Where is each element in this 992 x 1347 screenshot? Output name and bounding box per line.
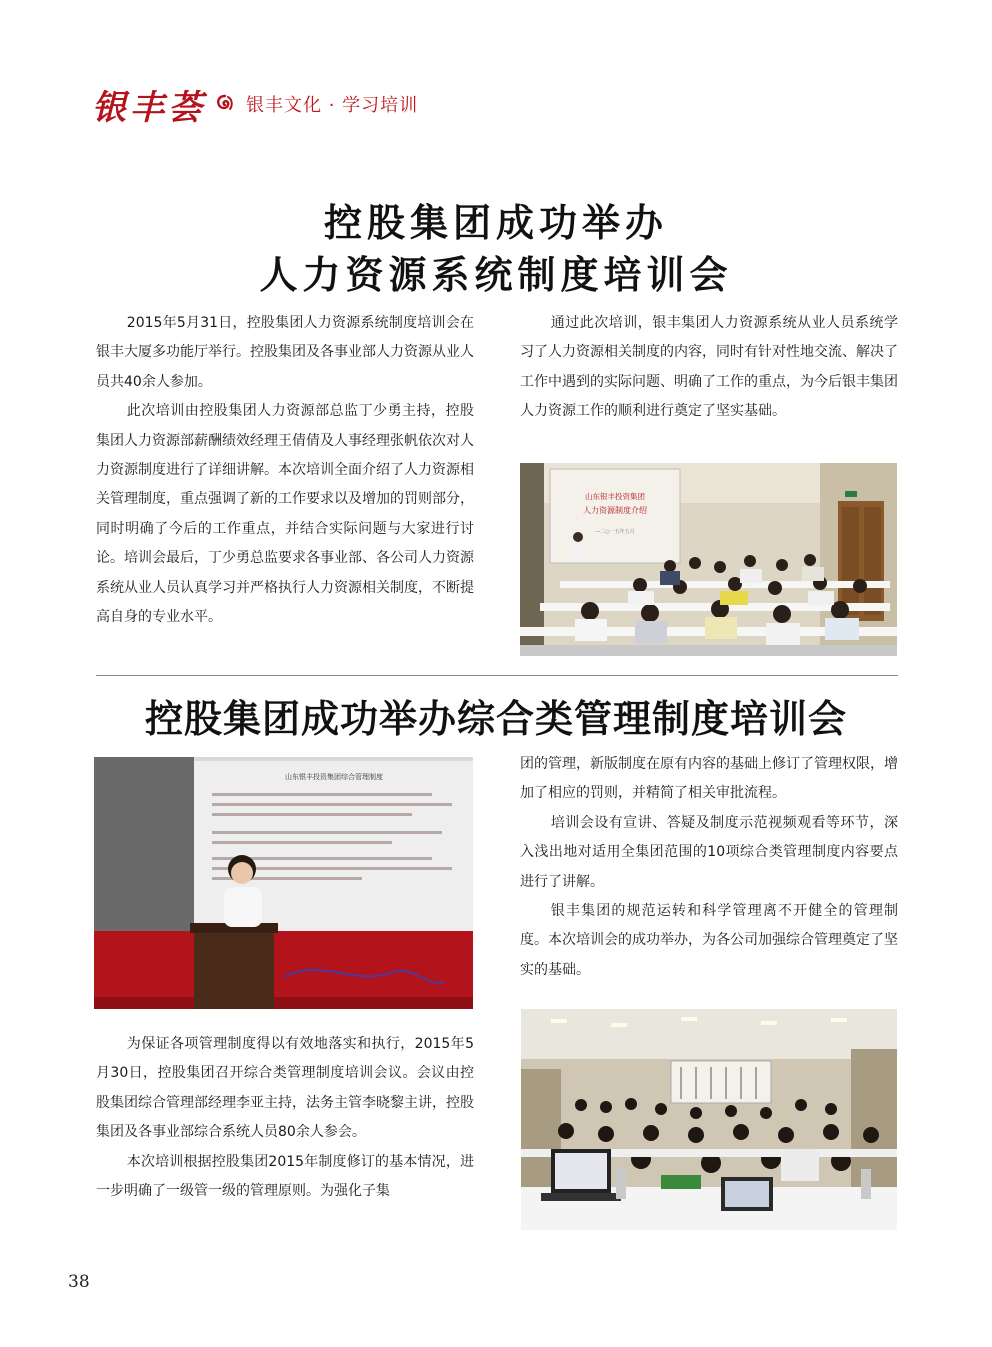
slide-title: 山东银丰投资集团综合管理制度: [285, 773, 383, 781]
hr-training-photo: [520, 463, 897, 656]
paragraph: 银丰集团的规范运转和科学管理离不开健全的管理制度。本次培训会的成功举办，为各公司加强综合管理奠定了坚实的基础。: [520, 903, 898, 978]
article1-left-column: [96, 309, 474, 632]
paragraph: 通过此次培训，银丰集团人力资源系统从业人员系统学习了人力资源相关制度的内容，同时有针对性地交流、解决了工作中遇到的实际问题、明确了工作的重点，为今后银丰集团人力资源工作的顺利进行奠定了坚实基础。: [520, 315, 898, 420]
conference-room-photo: [521, 1009, 897, 1230]
slide-line2: 人力资源制度介绍: [583, 506, 647, 515]
section-label: 银丰文化 · 学习培训: [246, 95, 419, 116]
article2-title: 控股集团成功举办综合类管理制度培训会: [144, 696, 847, 741]
page-header: [92, 84, 419, 128]
article1-title-line2: 人力资源系统制度培训会: [259, 252, 733, 297]
article2-left-column: [96, 1030, 474, 1206]
paragraph: 团的管理，新版制度在原有内容的基础上修订了管理权限，增加了相应的罚则，并精简了相关审批流程。: [520, 756, 898, 802]
magazine-logo: 银丰荟: [92, 87, 206, 128]
speaker-photo: [94, 757, 473, 1009]
paragraph: 培训会设有宣讲、答疑及制度示范视频观看等环节，深入浅出地对适用全集团范围的10项综合类管理制度内容要点进行了讲解。: [520, 814, 898, 890]
paragraph: 此次培训由控股集团人力资源部总监丁少勇主持，控股集团人力资源部薪酬绩效经理王倩倩及人事经理张帆依次对人力资源制度进行了详细讲解。本次培训全面介绍了人力资源相关管理制度，重点强调了新的工作要求以及增加的罚则部分，同时明确了今后的工作重点，并结合实际问题与大家进行讨论。培训会最后，丁少勇总监要求各事业部、各公司人力资源系统从业人员认真学习并严格执行人力资源相关制度，不断提高自身的专业水平。: [96, 403, 474, 626]
swirl-icon: [214, 93, 236, 115]
slide-line3: —二○一五年五月: [595, 529, 635, 535]
section-divider: [96, 675, 898, 676]
article2-right-column: [520, 750, 898, 985]
article1-title-line1: 控股集团成功举办: [323, 200, 668, 245]
article1-right-column: [520, 309, 898, 427]
paragraph: 2015年5月31日，控股集团人力资源系统制度培训会在银丰大厦多功能厅举行。控股集团及各事业部人力资源从业人员共40余人参加。: [96, 315, 474, 390]
slide-line1: 山东银丰投资集团: [585, 492, 645, 501]
paragraph: 本次培训根据控股集团2015年制度修订的基本情况，进一步明确了一级管一级的管理原则。为强化子集: [96, 1153, 474, 1200]
paragraph: 为保证各项管理制度得以有效地落实和执行，2015年5月30日，控股集团召开综合类管理制度培训会议。会议由控股集团综合管理部经理李亚主持，法务主管李晓黎主讲，控股集团及各事业部综合系统人员80余人参会。: [96, 1036, 474, 1141]
page-number: 38: [68, 1272, 90, 1292]
